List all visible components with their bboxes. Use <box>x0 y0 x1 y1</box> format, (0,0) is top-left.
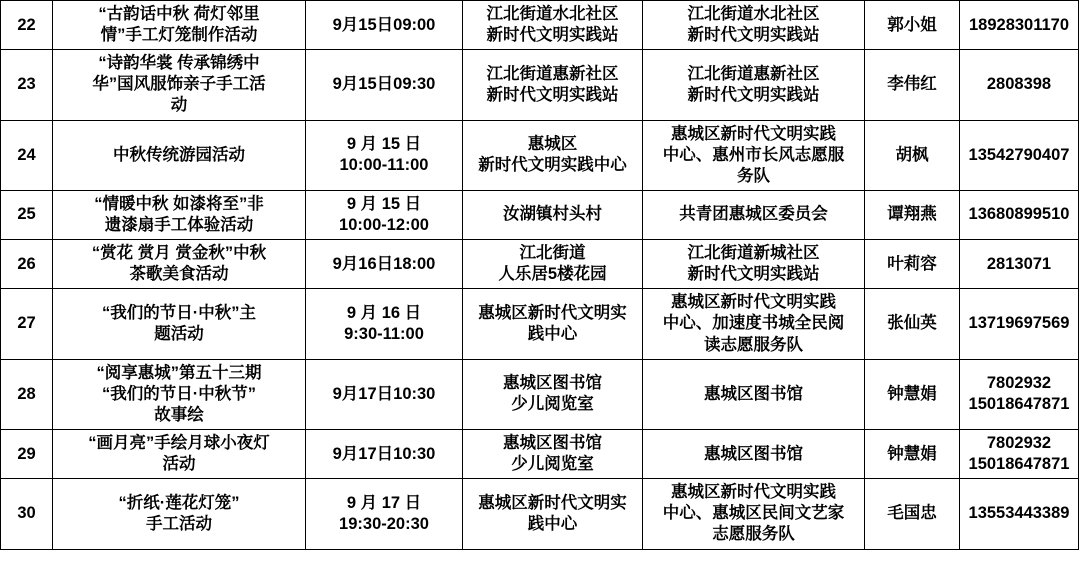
cell-name-line: 故事绘 <box>154 405 204 424</box>
cell-place <box>463 190 643 239</box>
cell-person-line: 毛国忠 <box>887 504 937 523</box>
cell-org-line: 江北街道水北社区 <box>687 5 820 23</box>
cell-time-line: 9 月 15 日 <box>346 194 422 213</box>
cell-name-line: “我们的节日·中秋节” <box>102 384 256 403</box>
cell-phone-line: 13680899510 <box>968 205 1070 224</box>
cell-org-line: 务队 <box>737 166 770 185</box>
cell-name-line: 手工活动 <box>146 514 212 533</box>
cell-person-line: 张仙英 <box>887 314 937 333</box>
cell-time-line: 10:00-11:00 <box>339 156 429 175</box>
cell-time <box>306 120 463 190</box>
cell-name-line: 中秋传统游园活动 <box>113 145 245 164</box>
cell-org-line: 江北街道新城社区 <box>687 244 820 263</box>
cell-name <box>53 429 306 478</box>
cell-time-line: 9月17日10:30 <box>332 384 436 403</box>
cell-time <box>306 479 463 549</box>
cell-name-line: 遗漆扇手工体验活动 <box>104 215 254 234</box>
cell-time <box>306 190 463 239</box>
cell-org-line: 志愿服务队 <box>712 525 795 544</box>
table-row <box>1 190 1079 239</box>
cell-time-line: 9月16日18:00 <box>332 254 436 273</box>
cell-time-line: 9 月 17 日 <box>346 493 422 512</box>
cell-phone <box>960 120 1079 190</box>
table-body <box>1 1 1079 550</box>
cell-phone-line: 2813071 <box>986 254 1052 273</box>
cell-time <box>306 289 463 359</box>
cell-place <box>463 1 643 50</box>
cell-place <box>463 120 643 190</box>
cell-time <box>306 359 463 429</box>
cell-place-line: 惠城区新时代文明实 <box>478 303 627 322</box>
cell-name-line: 动 <box>170 96 188 115</box>
cell-phone-line: 18928301170 <box>968 15 1070 34</box>
cell-time-line: 9月15日09:00 <box>332 15 436 34</box>
cell-time <box>306 50 463 120</box>
cell-index: 23 <box>1 50 53 120</box>
cell-place-line: 少儿阅览室 <box>511 455 594 474</box>
table-row <box>1 1 1079 50</box>
cell-person-line: 钟慧娟 <box>887 444 937 463</box>
cell-index: 29 <box>1 429 53 478</box>
cell-time-line: 9月17日10:30 <box>332 444 436 463</box>
cell-name-line: “情暖中秋 如漆将至”非 <box>94 194 264 213</box>
cell-name-line: 活动 <box>162 455 196 474</box>
cell-time-line: 10:00-12:00 <box>339 215 429 234</box>
cell-org-line: 惠城区图书馆 <box>704 384 803 403</box>
cell-org-line: 中心、惠州市长风志愿服 <box>662 145 845 164</box>
table-row <box>1 120 1079 190</box>
cell-index: 30 <box>1 479 53 549</box>
cell-org <box>643 429 865 478</box>
cell-name-line: “折纸·莲花灯笼” <box>118 493 240 512</box>
cell-name-line: 华”国风服饰亲子手工活 <box>92 75 266 94</box>
cell-org <box>643 1 865 50</box>
cell-person <box>865 190 960 239</box>
cell-person-line: 李伟红 <box>887 75 937 94</box>
cell-phone-line: 7802932 <box>986 433 1052 452</box>
cell-name <box>53 120 306 190</box>
cell-phone <box>960 289 1079 359</box>
cell-name-line: “古韵话中秋 荷灯邻里 <box>98 5 260 23</box>
table-row <box>1 429 1079 478</box>
cell-org <box>643 50 865 120</box>
cell-org <box>643 190 865 239</box>
cell-name <box>53 289 306 359</box>
cell-org-line: 中心、加速度书城全民阅 <box>662 314 845 333</box>
cell-time <box>306 429 463 478</box>
cell-place <box>463 429 643 478</box>
cell-place <box>463 359 643 429</box>
cell-org-line: 惠城区新时代文明实践 <box>671 483 836 502</box>
cell-person <box>865 1 960 50</box>
cell-place-line: 汝湖镇村头村 <box>503 205 602 224</box>
cell-time-line: 9:30-11:00 <box>344 324 424 343</box>
cell-place <box>463 289 643 359</box>
cell-org <box>643 240 865 289</box>
cell-place <box>463 50 643 120</box>
cell-person <box>865 289 960 359</box>
table-row <box>1 289 1079 359</box>
cell-phone-line: 2808398 <box>986 75 1052 94</box>
table-row <box>1 240 1079 289</box>
cell-place-line: 江北街道水北社区 <box>486 5 619 23</box>
cell-time <box>306 240 463 289</box>
cell-org-line: 惠城区图书馆 <box>704 444 803 463</box>
cell-person-line: 谭翔燕 <box>887 205 937 224</box>
cell-org-line: 惠城区新时代文明实践 <box>671 293 836 312</box>
cell-index: 25 <box>1 190 53 239</box>
cell-org-line: 江北街道惠新社区 <box>687 64 820 83</box>
cell-place <box>463 240 643 289</box>
cell-time-line: 9月15日09:30 <box>332 75 436 94</box>
table-row <box>1 479 1079 549</box>
cell-phone-line: 13542790407 <box>968 145 1070 164</box>
cell-phone <box>960 429 1079 478</box>
cell-place-line: 少儿阅览室 <box>511 395 594 414</box>
cell-person-line: 叶莉容 <box>887 254 937 273</box>
cell-place-line: 新时代文明实践站 <box>486 26 619 45</box>
cell-place-line: 惠城区新时代文明实 <box>478 493 627 512</box>
cell-name-line: 情”手工灯笼制作活动 <box>100 26 258 45</box>
cell-org-line: 中心、惠城区民间文艺家 <box>662 504 845 523</box>
cell-phone-line: 15018647871 <box>968 455 1070 474</box>
cell-time-line: 9 月 16 日 <box>346 303 422 322</box>
cell-person-line: 郭小姐 <box>887 15 937 34</box>
cell-place-line: 惠城区图书馆 <box>503 374 602 393</box>
cell-phone-line: 7802932 <box>986 374 1052 393</box>
cell-phone <box>960 479 1079 549</box>
cell-time-line: 19:30-20:30 <box>339 514 429 533</box>
cell-name-line: 题活动 <box>154 324 204 343</box>
cell-name-line: “赏花 赏月 赏金秋”中秋 <box>91 244 267 263</box>
cell-name <box>53 479 306 549</box>
cell-name <box>53 1 306 50</box>
cell-org-line: 新时代文明实践站 <box>687 85 820 104</box>
cell-name <box>53 190 306 239</box>
cell-name-line: 茶歌美食活动 <box>129 265 229 284</box>
cell-org <box>643 120 865 190</box>
cell-org-line: 共青团惠城区委员会 <box>679 205 828 224</box>
cell-org-line: 惠城区新时代文明实践 <box>671 124 836 143</box>
cell-index: 27 <box>1 289 53 359</box>
cell-name-line: “阅享惠城”第五十三期 <box>96 363 262 382</box>
cell-org-line: 读志愿服务队 <box>704 335 803 354</box>
cell-person <box>865 240 960 289</box>
cell-name-line: “诗韵华裳 传承锦绣中 <box>98 54 260 73</box>
cell-place-line: 惠城区图书馆 <box>503 433 602 452</box>
cell-index: 28 <box>1 359 53 429</box>
table-row <box>1 50 1079 120</box>
cell-place-line: 江北街道 <box>519 244 586 263</box>
cell-phone <box>960 50 1079 120</box>
cell-index: 26 <box>1 240 53 289</box>
cell-name <box>53 50 306 120</box>
cell-org <box>643 289 865 359</box>
cell-place-line: 江北街道惠新社区 <box>486 64 619 83</box>
cell-org-line: 新时代文明实践站 <box>687 26 820 45</box>
cell-org <box>643 479 865 549</box>
cell-person <box>865 120 960 190</box>
cell-place <box>463 479 643 549</box>
cell-person <box>865 359 960 429</box>
cell-place-line: 践中心 <box>527 514 578 533</box>
cell-person-line: 胡枫 <box>895 145 929 164</box>
cell-index: 24 <box>1 120 53 190</box>
cell-org <box>643 359 865 429</box>
cell-phone <box>960 240 1079 289</box>
cell-place-line: 人乐居5楼花园 <box>498 265 607 284</box>
cell-person-line: 钟慧娟 <box>887 384 937 403</box>
cell-place-line: 惠城区 <box>527 135 578 154</box>
cell-name <box>53 359 306 429</box>
cell-place-line: 新时代文明实践中心 <box>478 156 627 175</box>
cell-time <box>306 1 463 50</box>
cell-time-line: 9 月 15 日 <box>346 135 422 154</box>
cell-name <box>53 240 306 289</box>
cell-phone-line: 13719697569 <box>968 314 1070 333</box>
cell-person <box>865 429 960 478</box>
cell-phone-line: 15018647871 <box>968 395 1070 414</box>
cell-phone <box>960 359 1079 429</box>
cell-index: 22 <box>1 1 53 50</box>
cell-org-line: 新时代文明实践站 <box>687 265 820 284</box>
table-row <box>1 359 1079 429</box>
cell-person <box>865 50 960 120</box>
cell-phone <box>960 1 1079 50</box>
cell-phone <box>960 190 1079 239</box>
cell-place-line: 践中心 <box>527 324 578 343</box>
cell-place-line: 新时代文明实践站 <box>486 85 619 104</box>
cell-name-line: “画月亮”手绘月球小夜灯 <box>88 433 270 452</box>
cell-person <box>865 479 960 549</box>
cell-phone-line: 13553443389 <box>968 504 1070 523</box>
cell-name-line: “我们的节日·中秋”主 <box>102 303 256 322</box>
